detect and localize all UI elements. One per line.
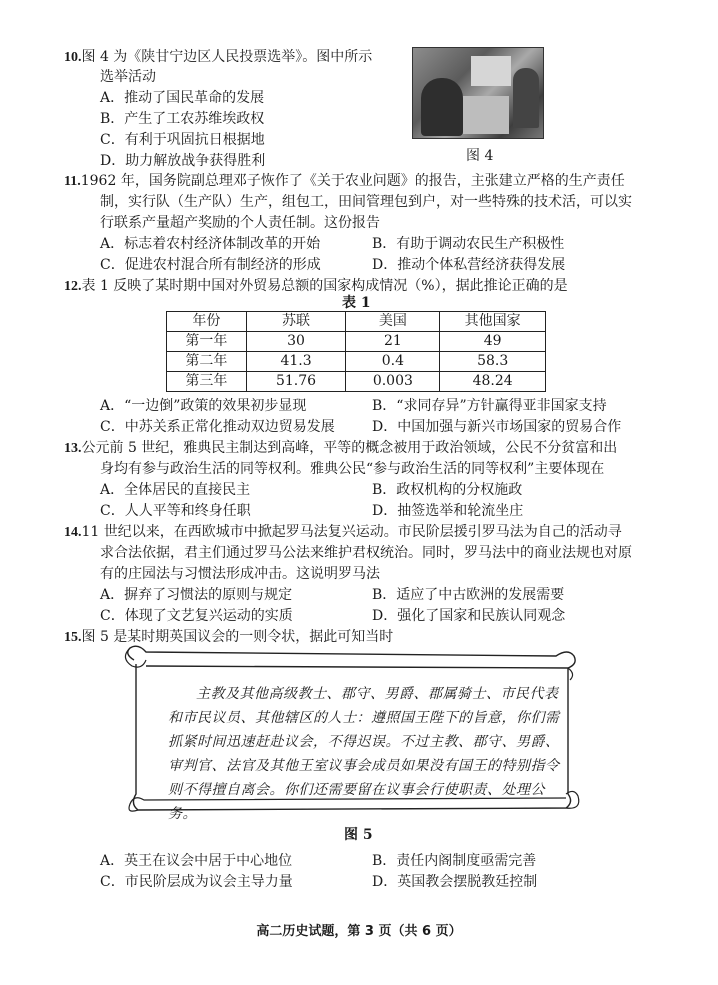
question-14-line3: 有的庄园法与习惯法形成冲击。这说明罗马法 [100, 566, 380, 582]
question-11-option-d: D．推动个体私营经济获得发展 [372, 257, 566, 273]
table-header-cell: 年份 [167, 312, 247, 332]
question-13-option-b: B．政权机构的分权施政 [372, 482, 523, 498]
table-row [167, 332, 546, 352]
question-14-option-c: C．体现了文艺复兴运动的实质 [100, 608, 293, 624]
question-11-line2: 制，实行队（生产队）生产，组包工，田间管理包到户，对一些特殊的技术活，可以实 [100, 194, 632, 210]
figure-5-caption: 图 5 [344, 827, 373, 843]
table-cell: 21 [346, 332, 440, 352]
table-1-caption: 表 1 [342, 295, 371, 311]
question-15-option-c: C．市民阶层成为议会主导力量 [100, 874, 293, 890]
table-cell: 51.76 [246, 372, 346, 392]
question-12-line1: 12.表 1 反映了某时期中国对外贸易总额的国家构成情况（%），据此推论正确的是 [64, 278, 568, 294]
question-11-option-b: B．有助于调动农民生产积极性 [372, 236, 565, 252]
table-header-row [167, 312, 546, 332]
question-14-line2: 求合法依据，君主们通过罗马公法来维护君权统治。同时，罗马法中的商业法规也对原 [100, 545, 632, 561]
question-12-option-a: A．“一边倒”政策的效果初步显现 [100, 398, 307, 414]
question-11-option-a: A．标志着农村经济体制改革的开始 [100, 236, 321, 252]
table-cell: 41.3 [246, 352, 346, 372]
figure-5-decree-text [168, 682, 560, 826]
question-10-option-c: C．有利于巩固抗日根据地 [100, 132, 265, 148]
question-11-line1: 11.1962 年，国务院副总理邓子恢作了《关于农业问题》的报告，主张建立严格的生产责任 [64, 173, 625, 189]
question-14-line1: 14.11 世纪以来，在西欧城市中掀起罗马法复兴运动。市民阶层援引罗马法为自己的活动寻 [64, 524, 622, 540]
table-1 [166, 311, 546, 392]
question-10-option-b: B．产生了工农苏维埃政权 [100, 111, 265, 127]
table-cell: 49 [440, 332, 546, 352]
question-13-option-a: A．全体居民的直接民主 [100, 482, 251, 498]
page-footer: 高二历史试题，第 3 页（共 6 页） [256, 924, 462, 939]
table-cell: 第一年 [167, 332, 247, 352]
question-12-option-d: D．中国加强与新兴市场国家的贸易合作 [372, 419, 622, 435]
figure-4-photo [412, 47, 544, 139]
question-11-option-c: C．促进农村混合所有制经济的形成 [100, 257, 321, 273]
question-15-option-b: B．责任内阁制度亟需完善 [372, 853, 537, 869]
table-row [167, 372, 546, 392]
table-cell: 第三年 [167, 372, 247, 392]
table-cell: 0.003 [346, 372, 440, 392]
table-row [167, 352, 546, 372]
figure-4-caption: 图 4 [466, 148, 494, 164]
question-14-option-a: A．摒弃了习惯法的原则与规定 [100, 587, 293, 603]
question-15-line1: 15.图 5 是某时期英国议会的一则令状，据此可知当时 [64, 629, 394, 645]
question-10-option-d: D．助力解放战争获得胜利 [100, 153, 266, 169]
table-cell: 0.4 [346, 352, 440, 372]
question-10-option-a: A．推动了国民革命的发展 [100, 90, 265, 106]
decree-paragraph: 主教及其他高级教士、郡守、男爵、郡属骑士、市民代表和市民议员、其他辖区的人士：遵照国王陛下的旨意，你们需抓紧时间迅速赶赴议会，不得迟误。不过主教、郡守、男爵、审判官、法官及其他王室议事会成员如果没有国王的特别指令则不得擅自离会。你们还需要留在议事会行使职责、处理公务。 [168, 686, 560, 822]
question-10-line2: 选举活动 [100, 69, 156, 85]
question-13-line2: 身均有参与政治生活的同等权利。雅典公民“参与政治生活的同等权利”主要体现在 [100, 461, 605, 477]
table-cell: 58.3 [440, 352, 546, 372]
table-cell: 30 [246, 332, 346, 352]
table-header-cell: 苏联 [246, 312, 346, 332]
question-13-line1: 13.公元前 5 世纪，雅典民主制达到高峰，平等的概念被用于政治领域，公民不分贫富和出 [64, 440, 618, 456]
table-cell: 48.24 [440, 372, 546, 392]
question-15-option-d: D．英国教会摆脱教廷控制 [372, 874, 538, 890]
question-14-option-b: B．适应了中古欧洲的发展需要 [372, 587, 565, 603]
question-12-option-c: C．中苏关系正常化推动双边贸易发展 [100, 419, 335, 435]
question-15-option-a: A．英王在议会中居于中心地位 [100, 853, 293, 869]
question-13-option-d: D．抽签选举和轮流坐庄 [372, 503, 524, 519]
question-12-option-b: B．“求同存异”方针赢得亚非国家支持 [372, 398, 607, 414]
table-header-cell: 其他国家 [440, 312, 546, 332]
table-header-cell: 美国 [346, 312, 440, 332]
question-10-line1: 10.图 4 为《陕甘宁边区人民投票选举》。图中所示 [64, 49, 373, 65]
question-14-option-d: D．强化了国家和民族认同观念 [372, 608, 566, 624]
table-cell: 第二年 [167, 352, 247, 372]
question-13-option-c: C．人人平等和终身任职 [100, 503, 251, 519]
question-11-line3: 行联系产量超产奖励的个人责任制。这份报告 [100, 215, 380, 231]
